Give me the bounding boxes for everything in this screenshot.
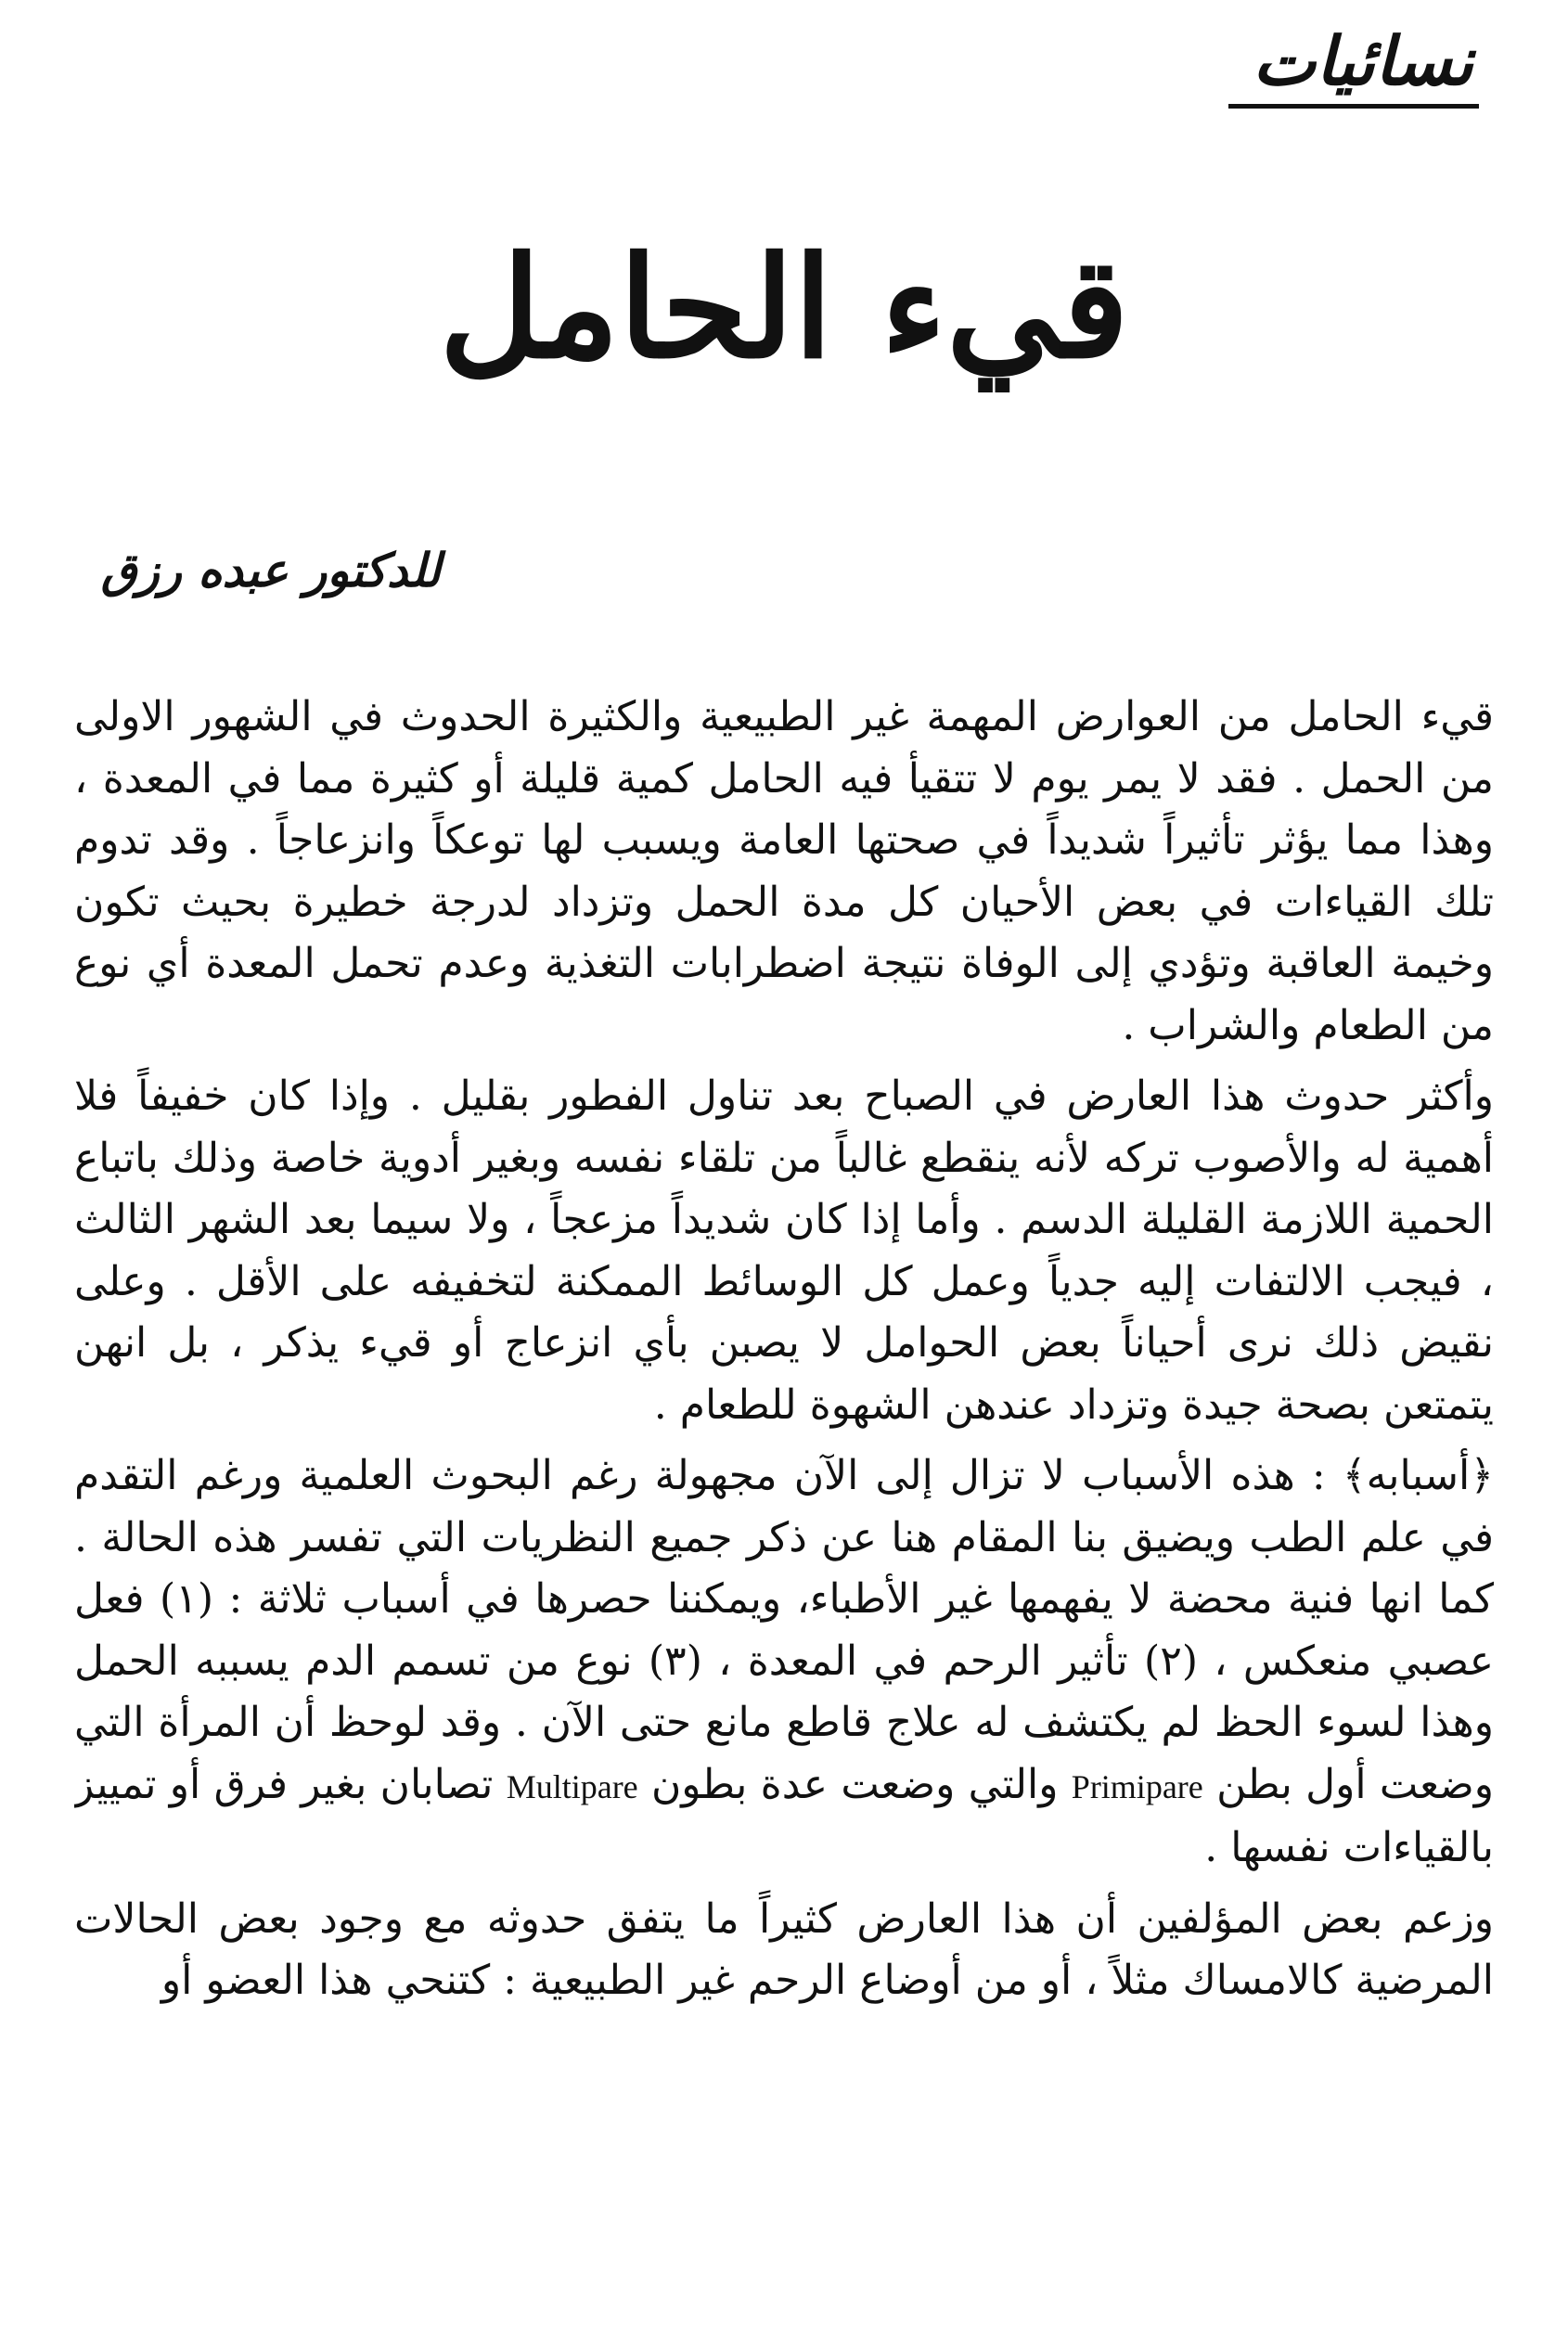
section-underline: [1228, 104, 1479, 109]
paragraph-causes-mid: والتي وضعت عدة بطون: [650, 1760, 1059, 1808]
paragraph-causes: [74, 1445, 1494, 1880]
paragraph-occurrence: وأكثر حدوث هذا العارض في الصباح بعد تناول الفطور بقليل . وإذا كان خفيفاً فلا أهمية له والأصوب تركه لأنه ينقطع غالباً من تلقاء نفسه وبغير أدوية خاصة وذلك باتباع الحمية اللازمة القليلة الدسم . وأما إذا كان شديداً مزعجاً ، ولا سيما بعد الشهر الثالث ، فيجب الالتفات إليه جدياً وعمل كل الوسائط الممكنة لتخفيفه على الأقل . وعلى نقيض ذلك نرى أحياناً بعض الحوامل لا يصبن بأي انزعاج أو قيء يذكر ، بل انهن يتمتعن بصحة جيدة وتزداد عندهن الشهوة للطعام .: [74, 1072, 1494, 1429]
paragraph-authors: وزعم بعض المؤلفين أن هذا العارض كثيراً ما يتفق حدوثه مع وجود بعض الحالات المرضية كالامساك مثلاً ، أو من أوضاع الرحم غير الطبيعية : كتنحي هذا العضو أو: [74, 1894, 1494, 2004]
term-primipare: Primipare: [1071, 1767, 1203, 1805]
article-title: قيء الحامل: [439, 226, 1129, 390]
author-byline: للدكتور عبده رزق: [100, 543, 441, 597]
paragraph-causes-text: ﴿أسبابه﴾ : هذه الأسباب لا تزال إلى الآن مجهولة رغم البحوث العلمية ورغم التقدم في علم الطب ويضيق بنا المقام هنا عن ذكر جميع النظريات التي تفسر هذه الحالة . كما انها فنية محضة لا يفهمها غير الأطباء، ويمكننا حصرها في أسباب ثلاثة : (١) فعل عصبي منعكس ، (٢) تأثير الرحم في المعدة ، (٣) نوع من تسمم الدم يسببه الحمل وهذا لسوء الحظ لم يكتشف له علاج قاطع مانع حتى الآن . وقد لوحظ أن المرأة التي وضعت أول بطن: [74, 1452, 1494, 1808]
paragraph-intro: قيء الحامل من العوارض المهمة غير الطبيعية والكثيرة الحدوث في الشهور الاولى من الحمل . فقد لا يمر يوم لا تتقيأ فيه الحامل كمية قليلة أو كثيرة مما في المعدة ، وهذا مما يؤثر تأثيراً شديداً في صحتها العامة ويسبب لها توعكاً وانزعاجاً . وقد تدوم تلك القياءات في بعض الأحيان كل مدة الحمل وتزداد لدرجة خطيرة بحيث تكون وخيمة العاقبة وتؤدي إلى الوفاة نتيجة اضطرابات التغذية وعدم تحمل المعدة أي نوع من الطعام والشراب .: [74, 693, 1494, 1049]
paragraph-causes-end: تصابان بغير فرق أو تمييز بالقياءات نفسها .: [74, 1760, 1494, 1871]
section-label: نسائيات: [1253, 21, 1473, 100]
term-multipare: Multipare: [506, 1767, 638, 1805]
article-body: [74, 687, 1494, 2329]
